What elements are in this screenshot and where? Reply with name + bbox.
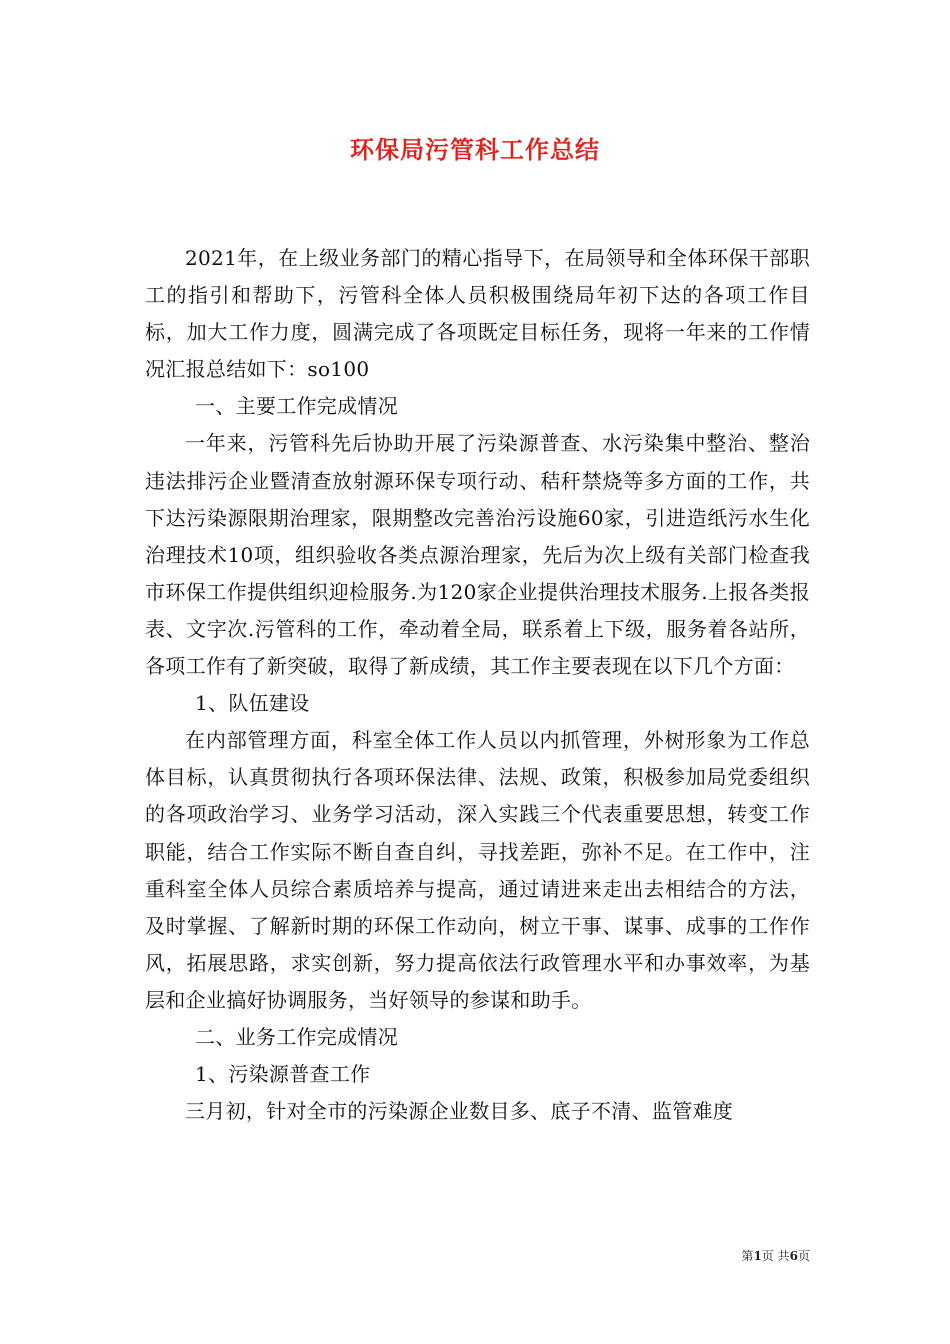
main-work-paragraph: 一年来，污管科先后协助开展了污染源普查、水污染集中整治、整治违法排污企业暨清查放射源环保专项行动、秸秆禁烧等多方面的工作，共下达污染源限期治理家，限期整改完善治污设施60家，引进造纸污水生化治理技术10项，组织验收各类点源治理家，先后为次上级有关部门检查我市环保工作提供组织迎检服务.为120家企业提供治理技术服务.上报各类报表、文字次.污管科的工作，牵动着全局，联系着上下级，服务着各站所，各项工作有了新突破，取得了新成绩，其工作主要表现在以下几个方面： — [145, 431, 810, 679]
pollution-census-paragraph: 三月初，针对全市的污染源企业数目多、底子不清、监管难度 — [185, 1099, 734, 1124]
document-title: 环保局污管科工作总结 — [350, 135, 600, 164]
footer-prefix: 第 — [741, 1249, 754, 1263]
team-building-paragraph: 在内部管理方面，科室全体工作人员以内抓管理，外树形象为工作总体目标，认真贯彻执行各项环保法律、法规、政策，积极参加局党委组织的各项政治学习、业务学习活动，深入实践三个代表重要思想，转变工作职能，结合工作实际不断自查自纠，寻找差距，弥补不足。在工作中，注重科室全体人员综合素质培养与提高，通过请进来走出去相结合的方法，及时掌握、了解新时期的环保工作动向，树立干事、谋事、成事的工作作风，拓展思路，求实创新，努力提高依法行政管理水平和办事效率，为基层和企业搞好协调服务，当好领导的参谋和助手。 — [145, 728, 810, 1012]
footer-current-page: 1 — [753, 1249, 762, 1263]
footer-total-pages: 6 — [789, 1249, 798, 1263]
subheading-pollution-census: 1、污染源普查工作 — [195, 1062, 371, 1087]
section-heading-main-work: 一、主要工作完成情况 — [195, 394, 398, 419]
footer-middle: 页 共 — [761, 1249, 790, 1263]
footer-suffix: 页 — [797, 1249, 810, 1263]
intro-paragraph: 2021年，在上级业务部门的精心指导下，在局领导和全体环保干部职工的指引和帮助下，污管科全体人员积极围绕局年初下达的各项工作目标，加大工作力度，圆满完成了各项既定目标任务，现将一年来的工作情况汇报总结如下：so100 — [145, 246, 810, 382]
section-heading-business-work: 二、业务工作完成情况 — [195, 1024, 398, 1049]
subheading-team-building: 1、队伍建设 — [195, 691, 310, 716]
document-body — [145, 240, 810, 1130]
page-number-footer — [700, 1248, 810, 1264]
